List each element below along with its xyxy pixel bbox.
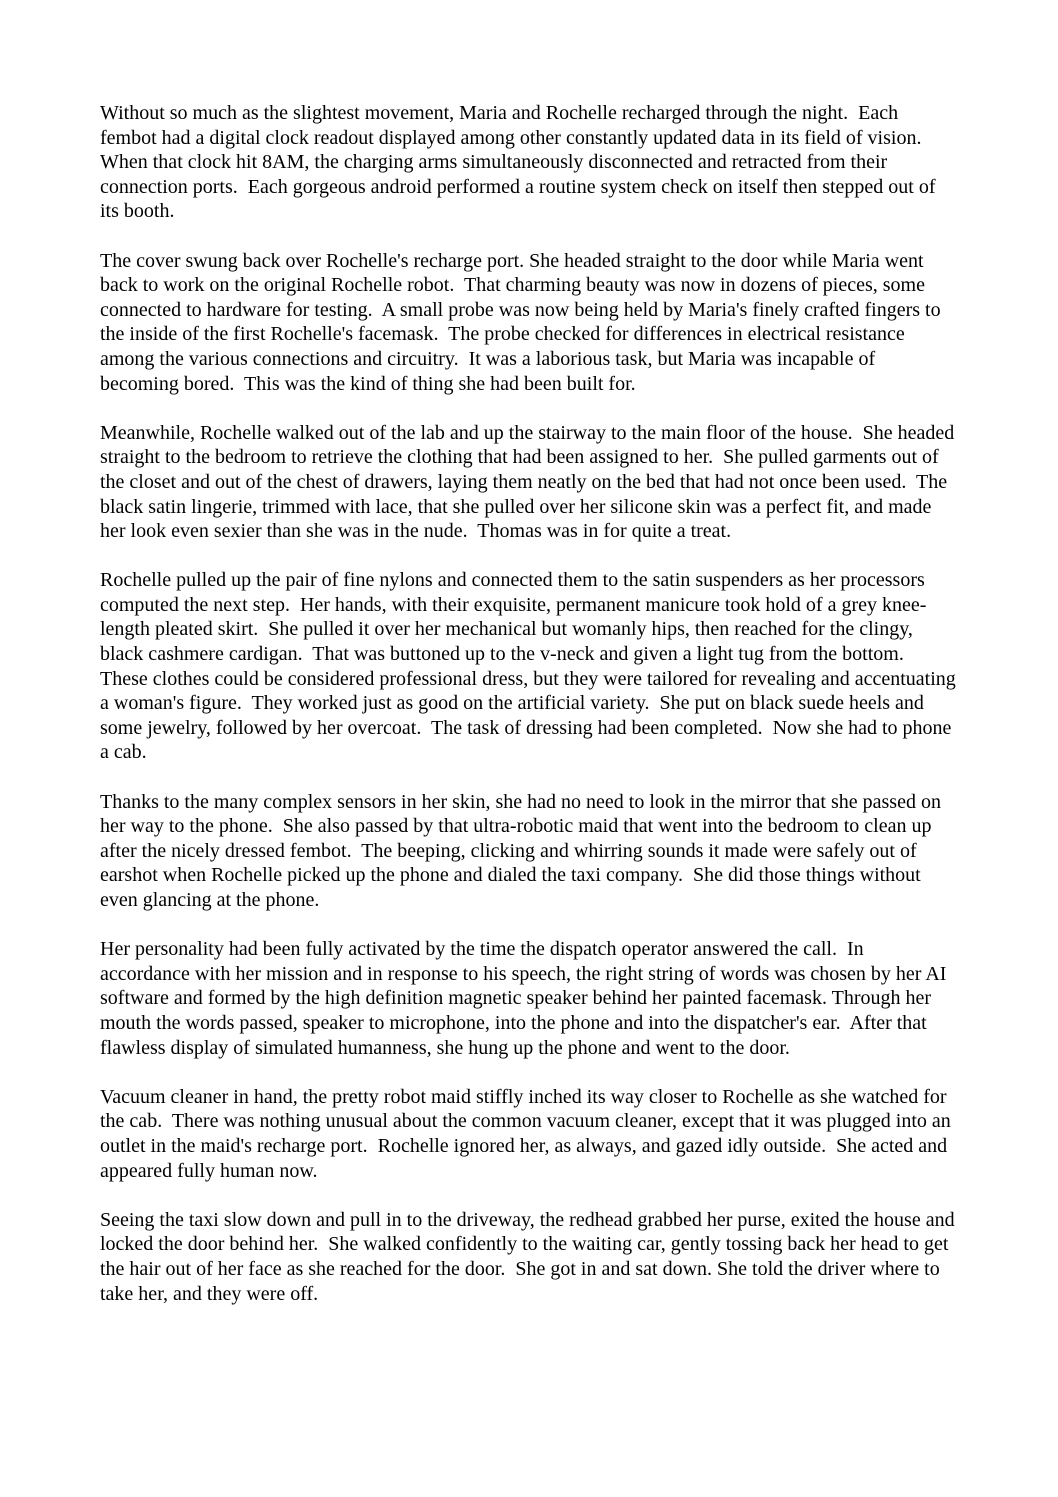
paragraph: Her personality had been fully activated by the time the dispatch operator answered the call. In accordance with her mission and in response to his speech, the right string of words was chosen by her AI software and formed by the high definition magnetic speaker behind her painted facemask. Through her mouth the words passed, speaker to microphone, into the phone and into the dispatcher's ear. After that flawless display of simulated humanness, she hung up the phone and went to the door. [100, 938, 952, 1059]
paragraph: Meanwhile, Rochelle walked out of the lab and up the stairway to the main floor of the house. She headed straight to the bedroom to retrieve the clothing that had been assigned to her. She pulled garments out of the closet and out of the chest of drawers, laying them neatly on the bed that had not once been used. The black satin lingerie, trimmed with lace, that she pulled over her silicone skin was a perfect fit, and made her look even sexier than she was in the nude. Thomas was in for quite a treat. [100, 421, 960, 543]
paragraph: Thanks to the many complex sensors in her skin, she had no need to look in the mirror that she passed on her way to the phone. She also passed by that ultra-robotic maid that went into the bedroom to clean up after the nicely dressed fembot. The beeping, clicking and whirring sounds it made were safely out of earshot when Rochelle picked up the phone and dialed the taxi company. She did those things without even glancing at the phone. [100, 790, 946, 911]
paragraph: Without so much as the slightest movement, Maria and Rochelle recharged through the night. Each fembot had a digital clock readout displayed among other constantly updated data in its field of vision. When that clock hit 8AM, the charging arms simultaneously disconnected and retracted from their connection ports. Each gorgeous android performed a routine system check on itself then stepped out of its booth. [100, 102, 941, 223]
paragraph: The cover swung back over Rochelle's recharge port. She headed straight to the door while Maria went back to work on the original Rochelle robot. That charming beauty was now in dozens of pieces, some connected to hardware for testing. A small probe was now being held by Maria's finely crafted fingers to the inside of the first Rochelle's facemask. The probe checked for differences in electrical resistance among the various connections and circuitry. It was a laborious task, but Maria was incapable of becoming bored. This was the kind of thing she had been built for. [100, 249, 946, 395]
paragraph: Rochelle pulled up the pair of fine nylons and connected them to the satin suspenders as her processors computed the next step. Her hands, with their exquisite, permanent manicure took hold of a grey knee-length pleated skirt. She pulled it over her mechanical but womanly hips, then reached for the clingy, black cashmere cardigan. That was buttoned up to the v-neck and given a light tug from the bottom. These clothes could be considered professional dress, but they were tailored for revealing and accentuating a woman's figure. They worked just as good on the artificial variety. She put on black suede heels and some jewelry, followed by her overcoat. The task of dressing had been completed. Now she had to phone a cab. [100, 569, 961, 764]
paragraph: Seeing the taxi slow down and pull in to the driveway, the redhead grabbed her purse, exited the house and locked the door behind her. She walked confidently to the waiting car, gently tossing back her head to get the hair out of her face as she reached for the door. She got in and sat down. She told the driver where to take her, and they were off. [100, 1208, 960, 1305]
paragraph: Vacuum cleaner in hand, the pretty robot maid stiffly inched its way closer to Rochelle as she watched for the cab. There was nothing unusual about the common vacuum cleaner, except that it was plugged into an outlet in the maid's recharge port. Rochelle ignored her, as always, and gazed idly outside. She acted and appeared fully human now. [100, 1085, 956, 1182]
